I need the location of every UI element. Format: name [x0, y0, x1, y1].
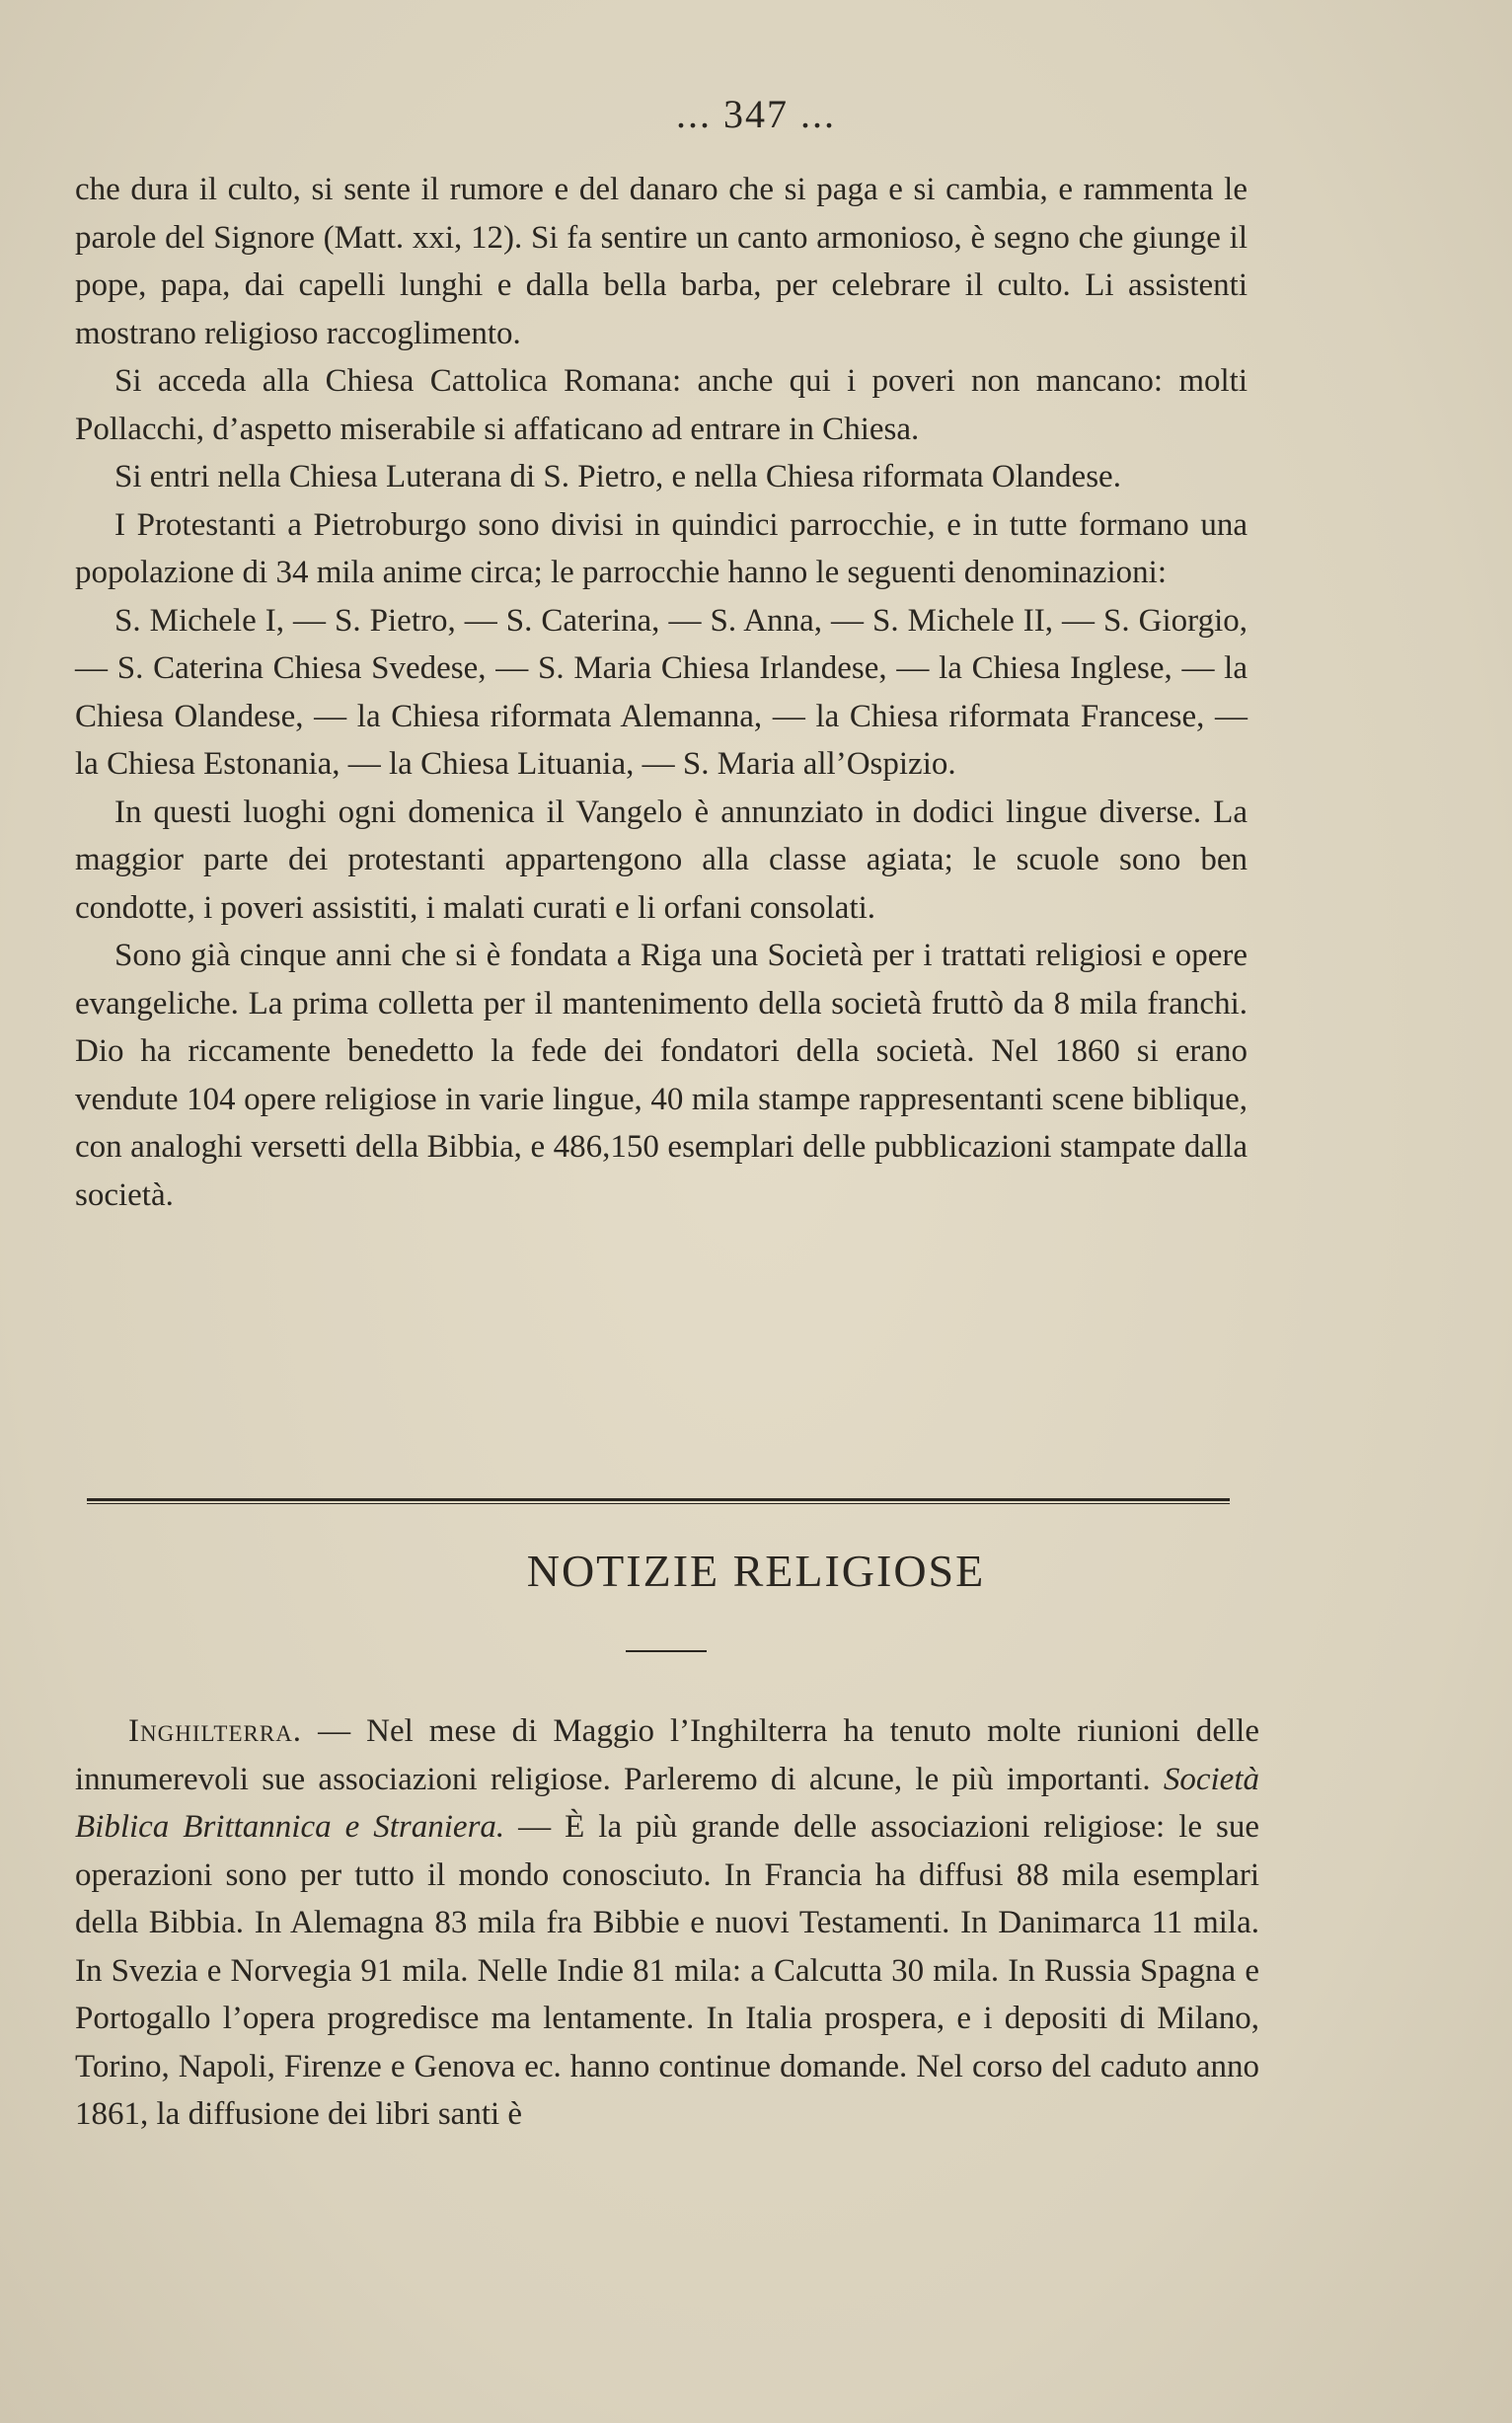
page-number: ... 347 ...: [676, 92, 836, 136]
section-divider-rule: [87, 1498, 1230, 1504]
society-name: Società Biblica Brittannica e Straniera.: [75, 1761, 1259, 1845]
title-underline-rule: [626, 1650, 707, 1652]
paragraph-riga-society: Sono già cinque anni che si è fondata a Riga una Società per i trattati religiosi e opere evangeliche. La prima colletta per il mantenimento della società fruttò da 8 mila franchi. Dio ha riccamente benedetto la fede dei fondatori della società. Nel 1860 si erano vendute 104 opere religiose in varie lingue, 40 mila stampe rappresentanti scene biblique, con analoghi versetti della Bibbia, e 486,150 esemplari delle pubblicazioni stampate dalla società.: [75, 938, 1247, 1213]
paragraph-continuation: che dura il culto, si sente il rumore e del danaro che si paga e si cambia, e rammenta le parole del Signore (Matt. xxi, 12). Si fa sentire un canto armonioso, è segno che giunge il pope, papa, dai capelli lunghi e dalla bella barba, per celebrare il culto. Li assistenti mostrano religioso raccoglimento.: [75, 172, 1247, 351]
paragraph-parish-list: S. Michele I, — S. Pietro, — S. Caterina, — S. Anna, — S. Michele II, — S. Giorgio, — S. Caterina Chiesa Svedese, — S. Maria Chiesa Irlandese, — la Chiesa Inglese, — la Chiesa Olandese, — la Chiesa riformata Alemanna, — la Chiesa riformata Francese, — la Chiesa Estonania, — la Chiesa Lituania, — S. Maria all’Ospizio.: [75, 602, 1247, 782]
paragraph-protestants: I Protestanti a Pietroburgo sono divisi in quindici parrocchie, e in tutte formano una popolazione di 34 mila anime circa; le parrocchie hanno le seguenti denominazioni:: [75, 506, 1247, 590]
country-lead: Inghilterra.: [128, 1713, 303, 1749]
england-text-a: — Nel mese di Maggio l’Inghilterra ha tenuto molte riunioni delle innumerevoli sue associazioni religiose. Parleremo di alcune, le più importanti.: [75, 1713, 1259, 1797]
section-text: [75, 1707, 1259, 2139]
paragraph-england: [75, 1707, 1259, 2139]
body-text: [75, 166, 1247, 1219]
section-title: NOTIZIE RELIGIOSE: [526, 1546, 986, 1596]
paragraph-lutheran-church: Si entri nella Chiesa Luterana di S. Pietro, e nella Chiesa riformata Olandese.: [114, 459, 1121, 494]
paragraph-catholic-church: Si acceda alla Chiesa Cattolica Romana: anche qui i poveri non mancano: molti Pollacchi, d’aspetto miserabile si affaticano ad entrare in Chiesa.: [75, 363, 1247, 447]
paragraph-gospel-languages: In questi luoghi ogni domenica il Vangelo è annunziato in dodici lingue diverse. La maggior parte dei protestanti appartengono alla classe agiata; le scuole sono ben condotte, i poveri assistiti, i malati curati e li orfani consolati.: [75, 794, 1247, 926]
england-text-b: — È la più grande delle associazioni religiose: le sue operazioni sono per tutto il mondo conosciuto. In Francia ha diffusi 88 mila esemplari della Bibbia. In Alemagna 83 mila fra Bibbie e nuovi Testamenti. In Danimarca 11 mila. In Svezia e Norvegia 91 mila. Nelle Indie 81 mila: a Calcutta 30 mila. In Russia Spagna e Portogallo l’opera progredisce ma lentamente. In Italia prospera, e i depositi di Milano, Torino, Napoli, Firenze e Genova ec. hanno continue domande. Nel corso del caduto anno 1861, la diffusione dei libri santi è: [75, 1809, 1260, 2132]
